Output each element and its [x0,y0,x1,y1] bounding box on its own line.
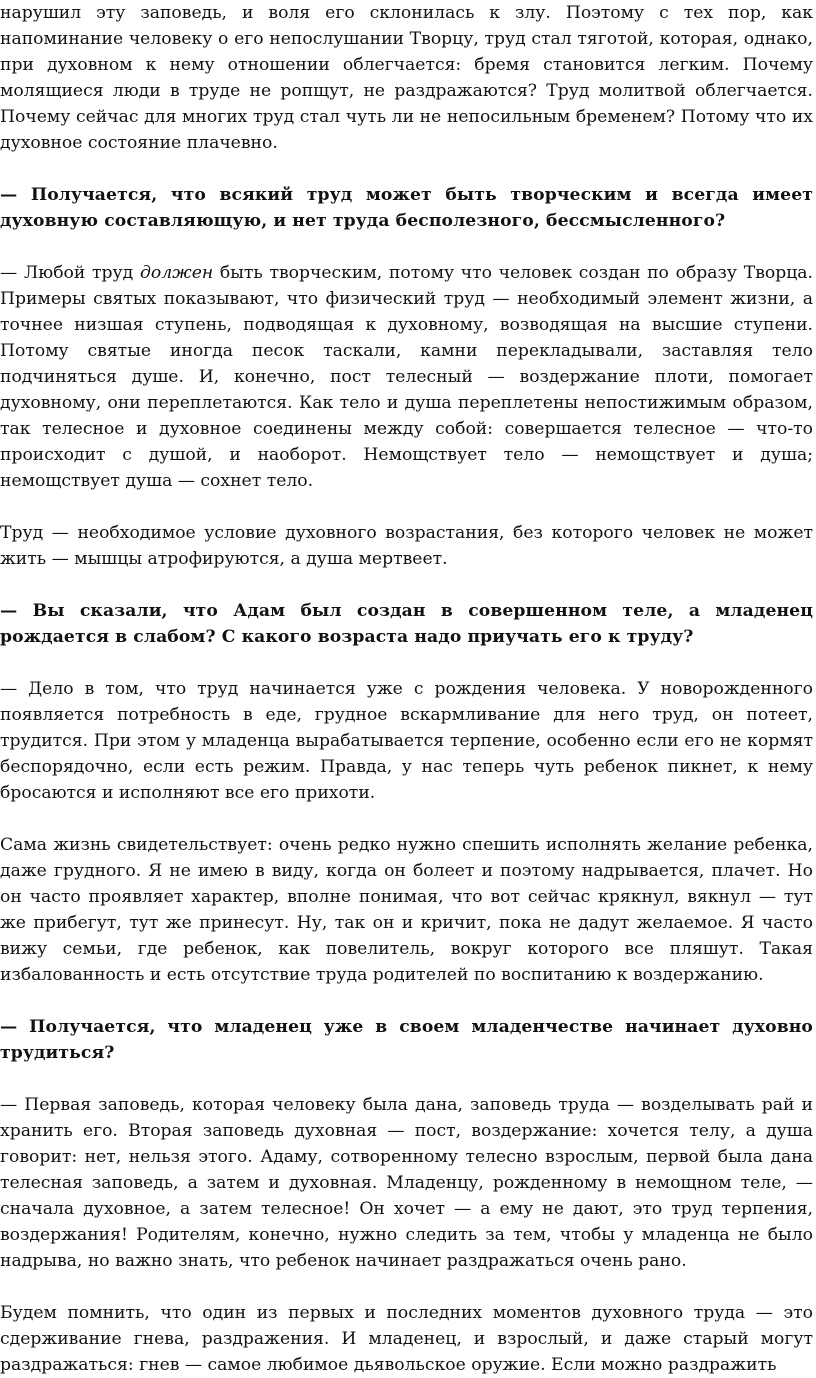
paragraph-question-3: — Получается, что младенец уже в своем младенчестве начинает духовно трудиться? [0,1017,813,1063]
paragraph-gap [0,234,813,260]
paragraph-answer-3: Труд — необходимое условие духовного возрастания, без которого человек не может жить — мышцы атрофируются, а душа мертвеет. [0,523,813,569]
paragraph-gap [0,1274,813,1300]
answer-2-rest: быть творческим, потому что человек создан по образу Творца. Примеры святых показывают, что физический труд — необходимый элемент жизни, а точнее низшая ступень, подводящая к духовному, возводящая на высшие ступени. Потому святые иногда песок таскали, камни перекладывали, заставляя тело подчиняться душе. И, конечно, пост телесный — воздержание плоти, помогает духовному, они переплетаются. Как тело и душа переплетены непостижимым образом, так телесное и духовное соединены между собой: совершается телесное — что-то происходит с душой, и наоборот. Немощствует тело — немощствует и душа; немощствует душа — сохнет тело. [0,263,813,491]
paragraph-gap [0,572,813,598]
paragraph-gap [0,988,813,1014]
paragraph-answer-2 [0,260,813,494]
paragraph-answer-5: Сама жизнь свидетельствует: очень редко нужно спешить исполнять желание ребенка, даже грудного. Я не имею в виду, когда он болеет и поэтому надрывается, плачет. Но он часто проявляет характер, вполне понимая, что вот сейчас крякнул, вякнул — тут же прибегут, тут же принесут. Ну, так он и кричит, пока не дадут желаемое. Я часто вижу семьи, где ребенок, как повелитель, вокруг которого все пляшут. Такая избалованность и есть отсутствие труда родителей по воспитанию к воздержанию. [0,835,813,985]
paragraph-gap [0,650,813,676]
paragraph-answer-1: нарушил эту заповедь, и воля его склонилась к злу. Поэтому с тех пор, как напоминание человеку о его непослушании Творцу, труд стал тяготой, которая, однако, при духовном к нему отношении облегчается: бремя становится легким. Почему молящиеся люди в труде не ропщут, не раздражаются? Труд молитвой облегчается. Почему сейчас для многих труд стал чуть ли не непосильным бременем? Потому что их духовное состояние плачевно. [0,3,813,153]
paragraph-gap [0,494,813,520]
answer-2-lead: — Любой труд [0,263,140,283]
paragraph-answer-6: — Первая заповедь, которая человеку была дана, заповедь труда — возделывать рай и хранить его. Вторая заповедь духовная — пост, воздержание: хочется телу, а душа говорит: нет, нельзя этого. Адаму, сотворенному телесно взрослым, первой была дана телесная заповедь, а затем и духовная. Младенцу, рожденному в немощном теле, — сначала духовное, а затем телесное! Он хочет — а ему не дают, это труд терпения, воздержания! Родителям, конечно, нужно следить за тем, чтобы у младенца не было надрыва, но важно знать, что ребенок начинает раздражаться очень рано. [0,1095,813,1271]
paragraph-answer-7: Будем помнить, что один из первых и последних моментов духовного труда — это сдерживание гнева, раздражения. И младенец, и взрослый, и даже старый могут раздражаться: гнев — самое любимое дьявольское оружие. Если можно раздражить [0,1303,813,1375]
answer-2-emphasis: должен [139,263,214,283]
paragraph-gap [0,156,813,182]
paragraph-answer-4: — Дело в том, что труд начинается уже с рождения человека. У новорожденного появляется потребность в еде, грудное вскармливание для него труд, он потеет, трудится. При этом у младенца вырабатывается терпение, особенно если его не кормят беспорядочно, если есть режим. Правда, у нас теперь чуть ребенок пикнет, к нему бросаются и исполняют все его прихоти. [0,679,813,803]
paragraph-gap [0,1066,813,1092]
paragraph-gap [0,806,813,832]
paragraph-question-2: — Вы сказали, что Адам был создан в совершенном теле, а младенец рождается в слабом? С какого возраста надо приучать его к труду? [0,601,813,647]
paragraph-question-1: — Получается, что всякий труд может быть творческим и всегда имеет духовную составляющую, и нет труда бесполезного, бессмысленного? [0,185,813,231]
